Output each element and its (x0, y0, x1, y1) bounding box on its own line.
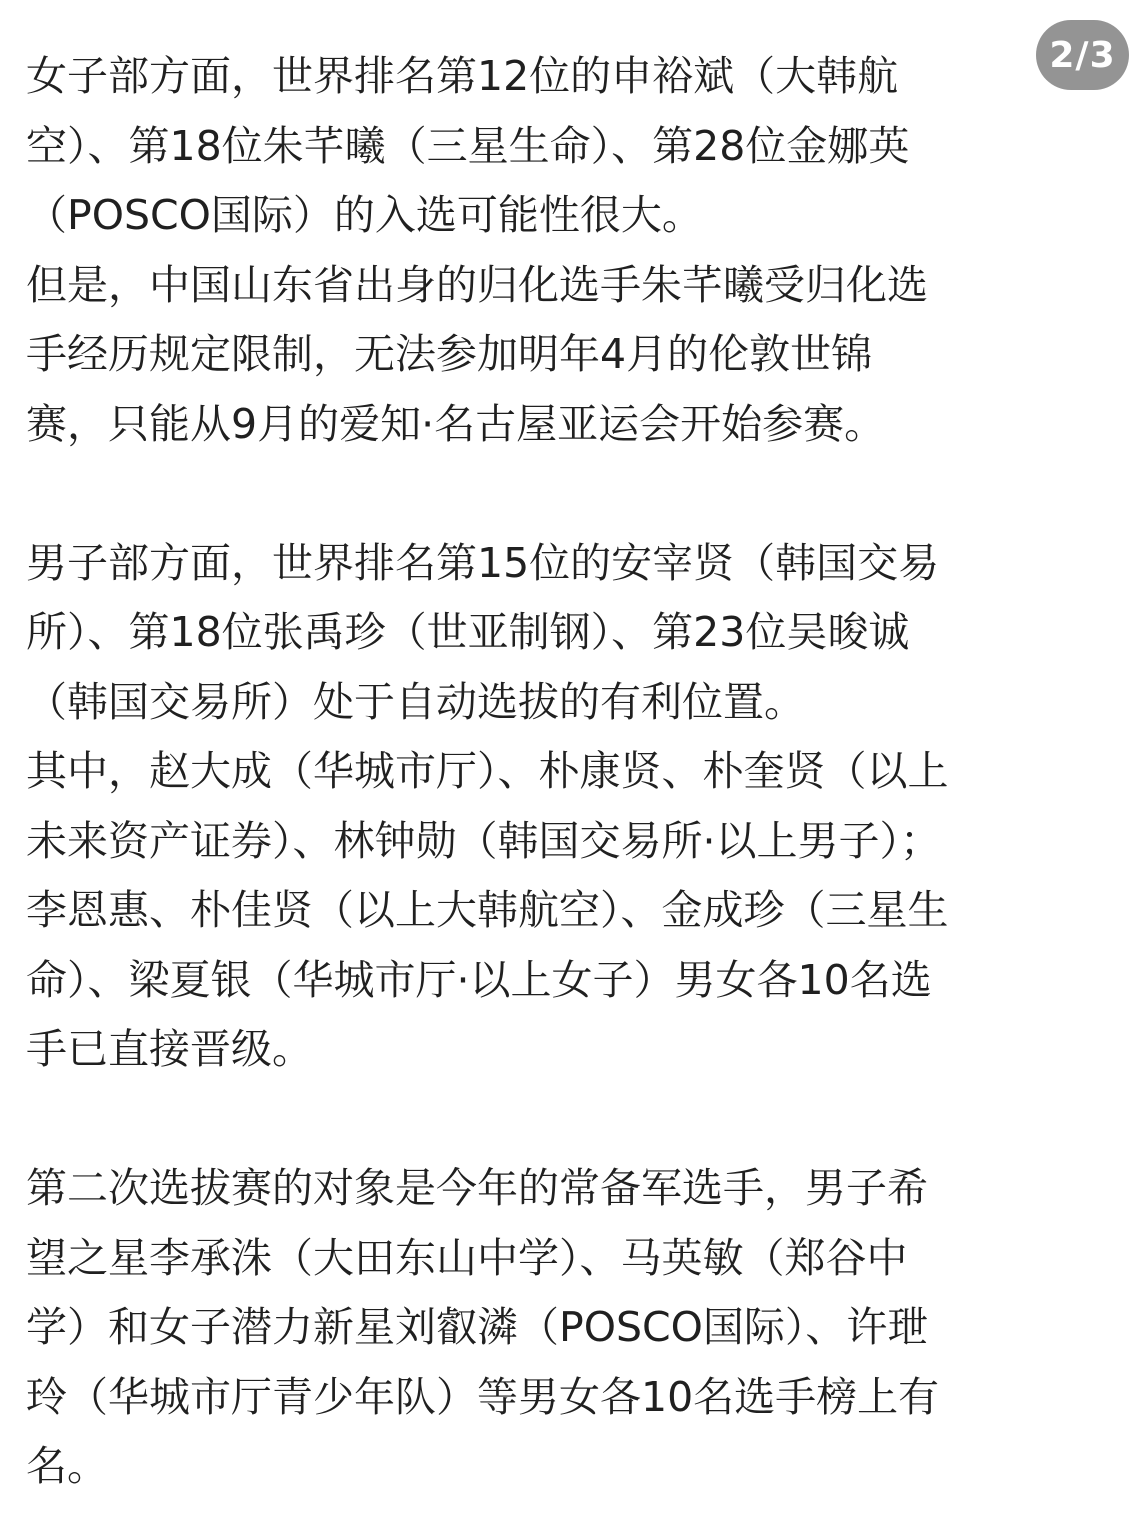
text-line: 玲（华城市厅青少年队）等男女各10名选手榜上有 (26, 1372, 940, 1421)
paragraph-men (26, 529, 1111, 1085)
text-line: 空）、第18位朱芊曦（三星生命）、第28位金娜英 (26, 121, 910, 170)
text-line: 李恩惠、朴佳贤（以上大韩航空）、金成珍（三星生 (26, 886, 949, 934)
text-line: 学）和女子潜力新星刘叡潾（POSCO国际）、许玴 (26, 1303, 929, 1351)
article-text (26, 42, 1111, 1502)
text-line: 赛，只能从9月的爱知·名古屋亚运会开始参赛。 (26, 399, 886, 448)
text-line: 但是，中国山东省出身的归化选手朱芊曦受归化选 (26, 260, 928, 309)
text-line: （韩国交易所）处于自动选拔的有利位置。 (26, 677, 805, 726)
text-line: （POSCO国际）的入选可能性很大。 (26, 191, 703, 239)
text-line: 手已直接晋级。 (26, 1025, 313, 1073)
text-line: 其中，赵大成（华城市厅）、朴康贤、朴奎贤（以上 (26, 747, 949, 795)
paragraph-gap (26, 1085, 1111, 1155)
text-line: 望之星李承洙（大田东山中学）、马英敏（郑谷中 (26, 1233, 908, 1282)
image-page-indicator (1036, 20, 1129, 90)
page-indicator-current: 2 (1049, 34, 1076, 76)
text-line: 所）、第18位张禹珍（世亚制钢）、第23位吴晙诚 (26, 608, 910, 656)
paragraph-gap (26, 459, 1111, 529)
paragraph-women (26, 42, 1111, 459)
text-line: 女子部方面，世界排名第12位的申裕斌（大韩航 (26, 52, 899, 100)
text-line: 第二次选拔赛的对象是今年的常备军选手，男子希 (26, 1164, 928, 1212)
page-indicator-separator: / (1075, 34, 1090, 76)
text-line: 手经历规定限制，无法参加明年4月的伦敦世锦 (26, 330, 873, 378)
text-line: 名。 (26, 1442, 108, 1490)
text-line: 未来资产证券）、林钟勋（韩国交易所·以上男子）； (26, 816, 942, 865)
paragraph-second-selection (26, 1154, 1111, 1502)
page-indicator-total: 3 (1089, 34, 1116, 76)
text-line: 命）、梁夏银（华城市厅·以上女子）男女各10名选 (26, 955, 932, 1004)
text-line: 男子部方面，世界排名第15位的安宰贤（韩国交易 (26, 538, 940, 587)
